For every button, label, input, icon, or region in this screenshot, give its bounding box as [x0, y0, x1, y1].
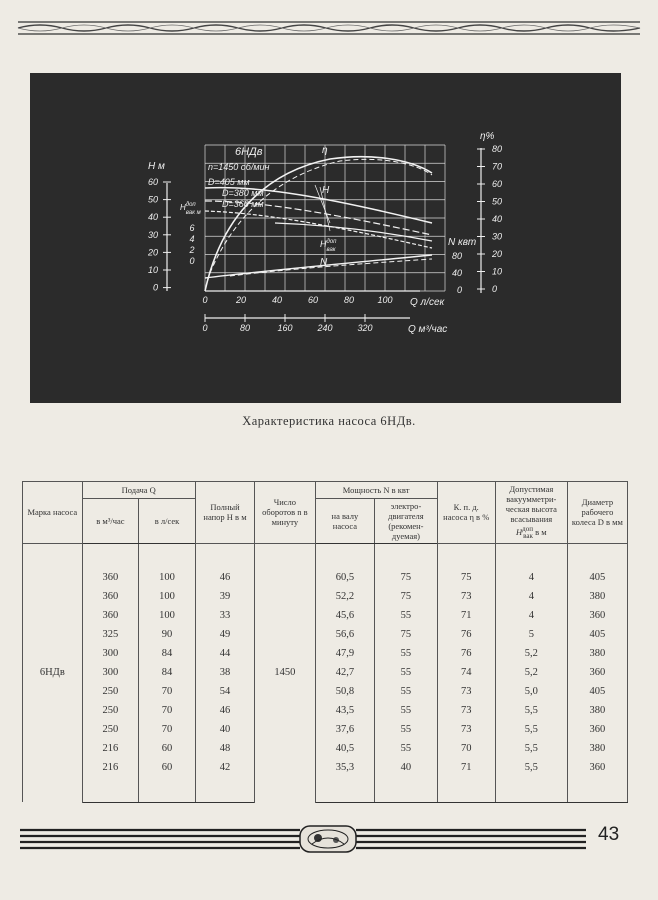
spacer-row — [23, 543, 628, 568]
table-cell: 37,6 — [315, 720, 375, 739]
table-cell: 405 — [567, 568, 627, 587]
table-cell: 46 — [195, 701, 254, 720]
x-axis-ls — [202, 291, 445, 308]
table-row — [23, 739, 628, 758]
table-cell: 216 — [82, 758, 139, 777]
right-axis-title: η% — [480, 131, 495, 142]
table-cell: 35,3 — [315, 758, 375, 777]
table-cell: 55 — [375, 739, 437, 758]
table-cell: 73 — [437, 720, 495, 739]
table-cell: 60 — [139, 739, 196, 758]
table-cell: 250 — [82, 701, 139, 720]
table-cell: 325 — [82, 625, 139, 644]
table-row — [23, 644, 628, 663]
table-cell: 360 — [82, 568, 139, 587]
table-cell: 405 — [567, 682, 627, 701]
table-cell: 5,2 — [495, 644, 567, 663]
x-axis-ls-label: Q л/сек — [410, 297, 445, 308]
table-cell: 5 — [495, 625, 567, 644]
table-row — [23, 625, 628, 644]
table-row — [23, 587, 628, 606]
right-tick-label: 80 — [492, 144, 503, 154]
table-cell: 70 — [139, 720, 196, 739]
table-cell: 55 — [375, 701, 437, 720]
table-cell: 380 — [567, 739, 627, 758]
table-cell: 90 — [139, 625, 196, 644]
x-ls-tick-label: 100 — [377, 295, 393, 305]
left-tick-label: 20 — [147, 247, 158, 258]
n-label: N — [320, 257, 328, 268]
spacer-row — [23, 776, 628, 802]
figure-title: 6НДв — [235, 146, 263, 158]
characteristic-chart — [30, 73, 621, 403]
table-cell: 55 — [375, 663, 437, 682]
emblem — [300, 826, 356, 852]
bottom-ornament — [0, 818, 658, 858]
th-supply-m3: в м³/час — [82, 498, 139, 543]
table-cell: 405 — [567, 625, 627, 644]
left-tick-label: 0 — [152, 282, 158, 293]
th-power-motor: электродвигателя (рекомендуемая) — [375, 498, 437, 543]
table-cell: 50,8 — [315, 682, 375, 701]
th-speed: Число оборотов n в минуту — [255, 482, 315, 544]
table-cell: 48 — [195, 739, 254, 758]
left-axis — [147, 161, 201, 293]
cell-brand: 6НДв — [23, 543, 83, 802]
spec-table-wrap — [22, 481, 628, 801]
vak-tick-label: 2 — [189, 245, 195, 255]
table-cell: 70 — [139, 682, 196, 701]
table-cell: 40 — [375, 758, 437, 777]
table-cell: 360 — [567, 663, 627, 682]
table-cell: 71 — [437, 606, 495, 625]
figure-caption: Характеристика насоса 6НДв. — [242, 414, 416, 428]
table-cell: 360 — [82, 587, 139, 606]
th-vac: Допустимая вакуумметрическая высота всасывания $H^{доп}_{вак}$ в м — [495, 482, 567, 544]
table-cell: 39 — [195, 587, 254, 606]
x-ls-tick-label: 60 — [307, 295, 319, 305]
table-cell: 4 — [495, 606, 567, 625]
table-cell: 300 — [82, 644, 139, 663]
table-cell: 60 — [139, 758, 196, 777]
table-cell: 216 — [82, 739, 139, 758]
right-tick-label: 20 — [492, 249, 503, 259]
table-cell: 73 — [437, 587, 495, 606]
table-cell: 75 — [375, 625, 437, 644]
th-diam: Диаметр рабочего колеса D в мм — [567, 482, 627, 544]
table-cell: 55 — [375, 682, 437, 701]
table-cell: 250 — [82, 720, 139, 739]
x-ls-tick-label: 20 — [235, 295, 247, 305]
x-ls-tick-label: 40 — [271, 295, 283, 305]
table-cell: 73 — [437, 682, 495, 701]
table-cell: 76 — [437, 625, 495, 644]
pump-spec-table — [22, 481, 628, 803]
table-row — [23, 682, 628, 701]
table-cell: 42,7 — [315, 663, 375, 682]
table-cell: 43,5 — [315, 701, 375, 720]
table-cell: 250 — [82, 682, 139, 701]
spec-table-body — [23, 543, 628, 802]
diam-label-360: D=360 мм — [222, 199, 264, 209]
table-cell: 38 — [195, 663, 254, 682]
x-m3-tick-label: 320 — [357, 323, 373, 333]
table-cell: 74 — [437, 663, 495, 682]
vak-tick-label: 4 — [189, 234, 195, 244]
table-cell: 47,9 — [315, 644, 375, 663]
th-power: Мощность N в квт — [315, 482, 437, 499]
page-number: 43 — [598, 824, 620, 845]
right-tick-label: 0 — [492, 284, 498, 294]
right-axis — [448, 131, 502, 295]
vak-tick-label: 6 — [189, 223, 195, 233]
table-cell: 55 — [375, 606, 437, 625]
table-cell: 52,2 — [315, 587, 375, 606]
table-cell: 5,0 — [495, 682, 567, 701]
hvak-label: $H^{доп}$ вак — [320, 239, 337, 253]
table-cell: 5,2 — [495, 663, 567, 682]
right-tick-label: 70 — [492, 161, 503, 172]
table-cell: 40,5 — [315, 739, 375, 758]
diam-label-380: D=380 мм — [222, 188, 264, 198]
table-row — [23, 720, 628, 739]
table-cell: 75 — [375, 568, 437, 587]
table-cell: 5,5 — [495, 701, 567, 720]
table-cell: 4 — [495, 587, 567, 606]
table-row — [23, 758, 628, 777]
x-ls-tick-label: 0 — [202, 295, 208, 305]
th-head: Полный напор H в м — [195, 482, 254, 544]
table-cell: 56,6 — [315, 625, 375, 644]
table-cell: 84 — [139, 663, 196, 682]
left-tick-label: 60 — [147, 177, 158, 187]
left-tick-label: 10 — [147, 265, 158, 275]
x-m3-tick-label: 0 — [202, 323, 208, 333]
table-cell: 380 — [567, 587, 627, 606]
table-cell: 33 — [195, 606, 254, 625]
table-cell: 45,6 — [315, 606, 375, 625]
right-tick-label: 50 — [492, 196, 503, 207]
top-ornament — [0, 18, 658, 38]
table-cell: 75 — [437, 568, 495, 587]
table-row — [23, 568, 628, 587]
table-cell: 5,5 — [495, 758, 567, 777]
table-cell: 46 — [195, 568, 254, 587]
hvak-curve — [275, 223, 432, 241]
cell-speed: 1450 — [255, 543, 315, 802]
table-row — [23, 663, 628, 682]
table-row — [23, 606, 628, 625]
x-m3-tick-label: 80 — [239, 323, 251, 333]
h-label: H — [322, 185, 330, 196]
x-axis-m3-label: Q м³/час — [408, 324, 448, 335]
diam-label-405: D=405 мм — [208, 177, 250, 187]
table-cell: 380 — [567, 644, 627, 663]
table-cell: 60,5 — [315, 568, 375, 587]
table-cell: 76 — [437, 644, 495, 663]
left-tick-label: 40 — [147, 212, 158, 223]
table-cell: 55 — [375, 720, 437, 739]
x-ls-tick-label: 80 — [343, 295, 355, 305]
table-cell: 40 — [195, 720, 254, 739]
table-cell: 42 — [195, 758, 254, 777]
table-cell: 70 — [437, 739, 495, 758]
n-tick-label: 0 — [456, 285, 462, 295]
vak-tick-label: 0 — [189, 256, 195, 266]
table-row — [23, 701, 628, 720]
n-tick-label: 80 — [451, 251, 462, 261]
h-curve-360 — [205, 211, 432, 248]
th-power-shaft: на валу насоса — [315, 498, 375, 543]
eta-label: η — [322, 145, 328, 156]
right-tick-label: 10 — [492, 266, 503, 277]
pump-characteristic-photo — [30, 73, 621, 403]
n-curve-dash — [230, 259, 432, 276]
table-cell: 49 — [195, 625, 254, 644]
table-cell: 73 — [437, 701, 495, 720]
th-eff: К. п. д. насоса η в % — [437, 482, 495, 544]
table-cell: 55 — [375, 644, 437, 663]
th-supply: Подача Q — [82, 482, 195, 499]
left-tick-label: 50 — [147, 194, 158, 205]
table-cell: 360 — [82, 606, 139, 625]
vak-axis-title: $H^{доп}$ вак м — [180, 202, 201, 216]
x-m3-tick-label: 160 — [277, 323, 293, 333]
left-axis-title: H м — [148, 161, 165, 172]
table-cell: 71 — [437, 758, 495, 777]
right-tick-label: 30 — [492, 231, 503, 242]
speed-label: n=1450 об/мин — [208, 162, 270, 172]
table-cell: 75 — [375, 587, 437, 606]
n-axis-title: N квт — [448, 237, 477, 248]
th-supply-ls: в л/сек — [139, 498, 196, 543]
table-cell: 100 — [139, 606, 196, 625]
table-cell: 70 — [139, 701, 196, 720]
x-axis-m3 — [202, 314, 447, 335]
table-cell: 54 — [195, 682, 254, 701]
table-cell: 360 — [567, 758, 627, 777]
n-tick-label: 40 — [451, 268, 462, 278]
table-cell: 4 — [495, 568, 567, 587]
left-tick-label: 30 — [147, 229, 158, 240]
table-cell: 84 — [139, 644, 196, 663]
table-cell: 100 — [139, 568, 196, 587]
table-cell: 5,5 — [495, 739, 567, 758]
right-tick-label: 60 — [492, 179, 503, 189]
th-brand: Марка насоса — [23, 482, 83, 544]
table-cell: 44 — [195, 644, 254, 663]
table-cell: 100 — [139, 587, 196, 606]
x-m3-tick-label: 240 — [317, 323, 333, 333]
table-cell: 5,5 — [495, 720, 567, 739]
table-cell: 360 — [567, 720, 627, 739]
right-tick-label: 40 — [492, 214, 503, 224]
table-cell: 360 — [567, 606, 627, 625]
table-cell: 300 — [82, 663, 139, 682]
table-cell: 380 — [567, 701, 627, 720]
